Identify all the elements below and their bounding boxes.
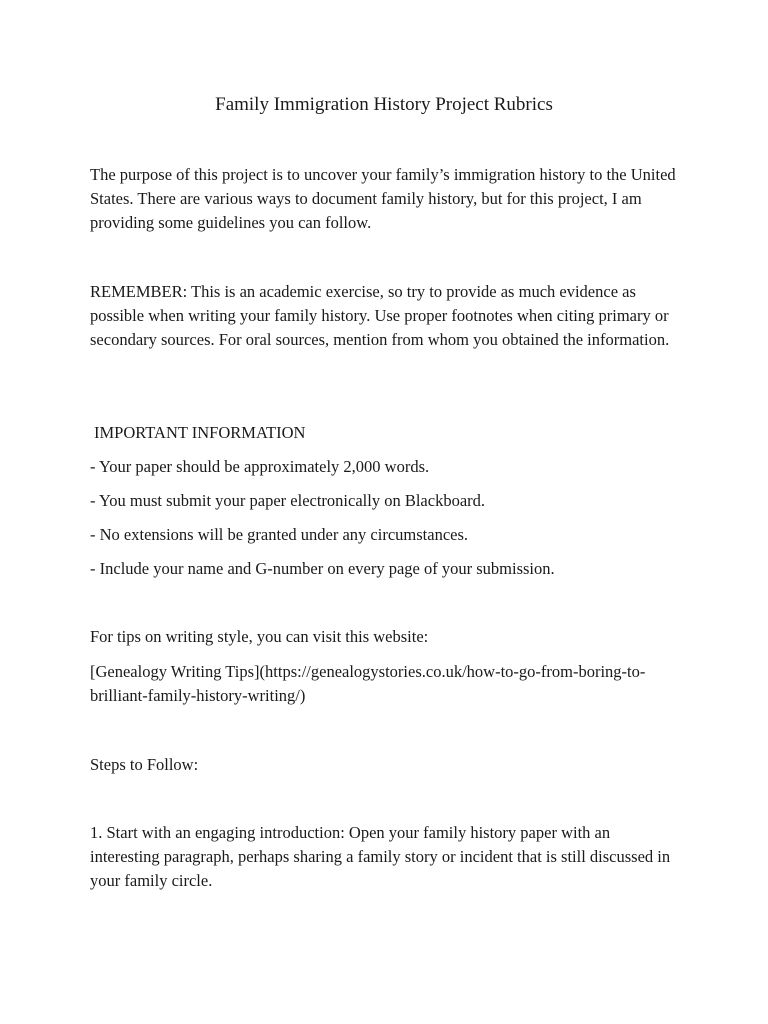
important-heading: IMPORTANT INFORMATION (94, 423, 306, 442)
important-item: - Your paper should be approximately 2,000 words. (90, 457, 430, 476)
important-item: - You must submit your paper electronically on Blackboard. (90, 491, 486, 510)
document-title: Family Immigration History Project Rubrics (215, 94, 553, 115)
tips-link-text: [Genealogy Writing Tips](https://genealogystories.co.uk/how-to-go-from-boring-to-brilliant-family-history-writing/) (90, 662, 646, 705)
tips-intro: For tips on writing style, you can visit this website: (90, 627, 429, 646)
purpose-paragraph: The purpose of this project is to uncover your family’s immigration history to the United States. There are various ways to document family history, but for this project, I am providing some guidelines you can follow. (90, 165, 676, 232)
important-item: - No extensions will be granted under any circumstances. (90, 525, 469, 544)
step-1-paragraph: 1. Start with an engaging introduction: Open your family history paper with an interesting paragraph, perhaps sharing a family story or incident that is still discussed in your family circle. (90, 823, 671, 890)
remember-paragraph: REMEMBER: This is an academic exercise, so try to provide as much evidence as possible when writing your family history. Use proper footnotes when citing primary or secondary sources. For oral sources, mention from whom you obtained the information. (90, 282, 670, 349)
important-item: - Include your name and G-number on every page of your submission. (90, 559, 555, 578)
steps-heading: Steps to Follow: (90, 755, 199, 774)
